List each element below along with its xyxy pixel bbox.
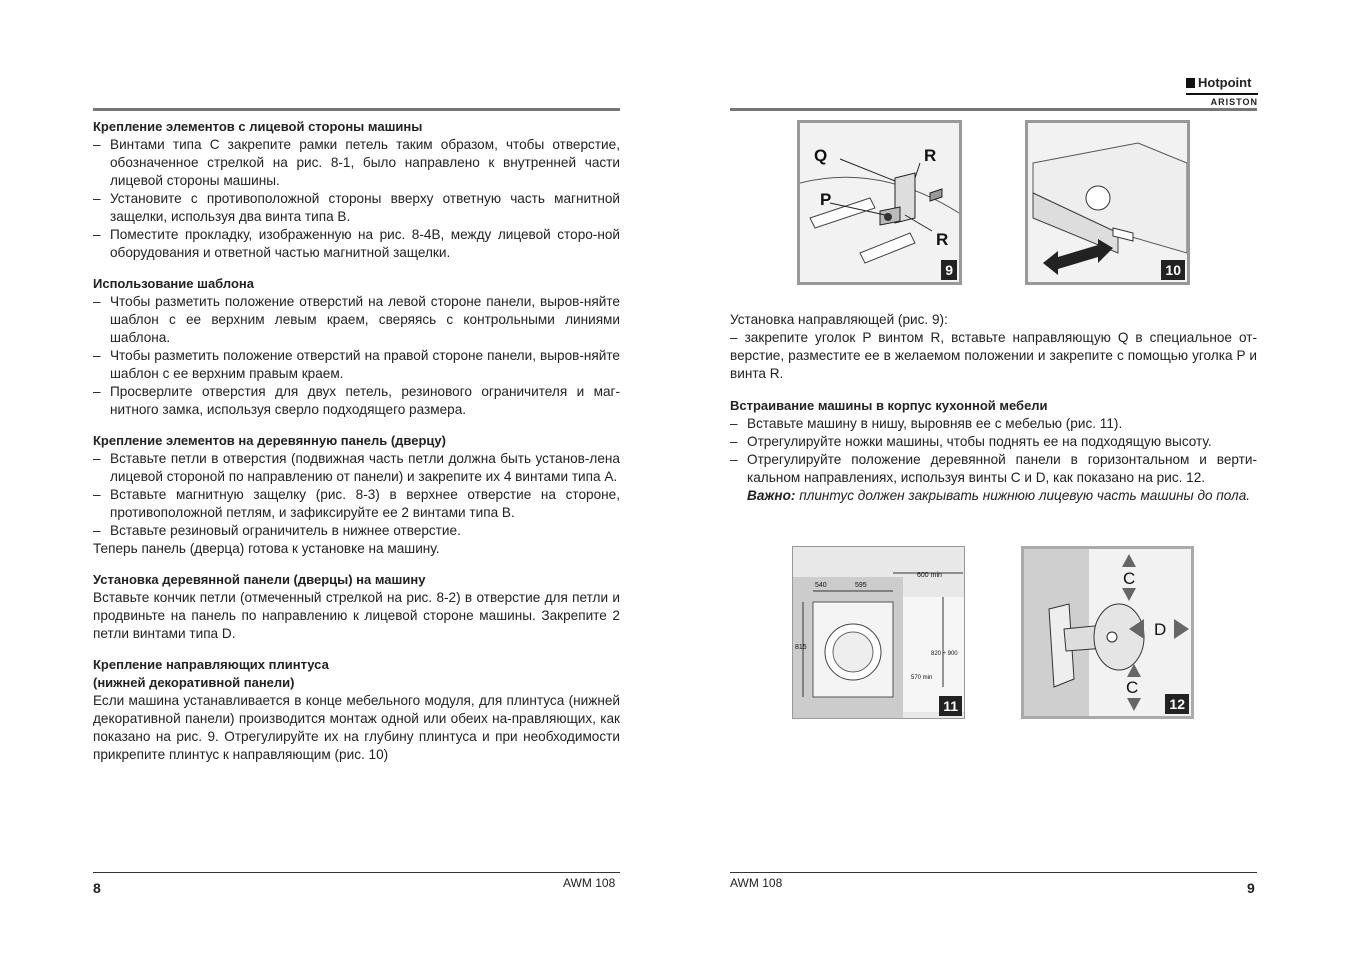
section-heading-line2: (нижней декоративной панели) bbox=[93, 675, 295, 690]
left-bottom-rule bbox=[93, 872, 620, 873]
plinth-illustration bbox=[1028, 123, 1187, 282]
guide-bracket-illustration bbox=[800, 123, 959, 282]
list-item: – Вставьте машину в нишу, выровняв ее с мебелью (рис. 11). bbox=[730, 415, 1257, 433]
section-wood-panel bbox=[93, 432, 620, 558]
figure-9 bbox=[797, 120, 962, 285]
fig-label-q: Q bbox=[814, 146, 828, 165]
right-top-rule bbox=[730, 108, 1257, 111]
dim-570min: 570 min bbox=[911, 675, 933, 681]
dim-820-900: 820 ÷ 900 bbox=[931, 651, 958, 657]
left-top-rule bbox=[93, 108, 620, 111]
niche-illustration bbox=[793, 547, 964, 718]
section-front-mount bbox=[93, 118, 620, 262]
section-template bbox=[93, 275, 620, 419]
list-item: – Установите с противоположной стороны вверху ответную часть магнитной защелки, используя два винта типа B. bbox=[93, 190, 620, 226]
brand-name: Hotpoint bbox=[1198, 75, 1252, 90]
figure-number: 12 bbox=[1165, 694, 1189, 714]
fig-label-c-top: C bbox=[1123, 569, 1136, 588]
important-label: Важно: bbox=[747, 488, 796, 503]
guide-title: Установка направляющей (рис. 9): bbox=[730, 312, 948, 327]
list-item: – Поместите прокладку, изображенную на рис. 8-4B, между лицевой сторо-ной оборудования и ответной частью магнитной защелки. bbox=[93, 226, 620, 262]
list-item: – Отрегулируйте положение деревянной панели в горизонтальном и верти-кальном направлениях, используя винты C и D, как показано на рис. 12. bbox=[730, 451, 1257, 487]
model-name: AWM 108 bbox=[563, 876, 616, 890]
fig-label-c-bottom: C bbox=[1126, 678, 1139, 697]
section-door-install bbox=[93, 571, 620, 643]
dim-540: 540 bbox=[815, 582, 827, 589]
section-heading: Установка деревянной панели (дверцы) на машину bbox=[93, 572, 426, 587]
list-item: – Вставьте петли в отверстия (подвижная часть петли должна быть установ-лена лицевой стороной по направлению от панели) и закрепите их 4 винтами типа A. bbox=[93, 450, 620, 486]
left-column bbox=[93, 118, 620, 764]
fig-label-r: R bbox=[924, 146, 937, 165]
paragraph: Вставьте кончик петли (отмеченный стрелкой на рис. 8-2) в отверстие для петли и продвиньте на панель по направлению к лицевой стороне машины. Закрепите 2 петли винтами типа D. bbox=[93, 590, 620, 641]
figure-number: 10 bbox=[1161, 260, 1185, 280]
figure-number: 11 bbox=[939, 696, 962, 716]
section-heading: Крепление элементов с лицевой стороны машины bbox=[93, 119, 423, 134]
fig-label-d: D bbox=[1154, 620, 1167, 639]
list-item: – Просверлите отверстия для двух петель, резинового ограничителя и маг-нитного замка, используя сверло подходящего размера. bbox=[93, 383, 620, 419]
section-builtin bbox=[730, 397, 1257, 505]
dim-815: 815 bbox=[795, 644, 807, 651]
page-number: 9 bbox=[1247, 880, 1255, 896]
brand-sub: ARISTON bbox=[1186, 93, 1258, 107]
paragraph: Если машина устанавливается в конце мебельного модуля, для плинтуса (нижней декоративной панели) производится монтаж одной или обеих на-правляющих, как показано на рис. 9. Отрегулируйте их на глубину плинтуса и при необходимости прикрепите плинтус к направляющим (рис. 10) bbox=[93, 693, 620, 762]
dim-595: 595 bbox=[855, 582, 867, 589]
right-bottom-rule bbox=[730, 872, 1257, 873]
fig-label-p: P bbox=[820, 190, 832, 209]
list-item: – Вставьте резиновый ограничитель в нижнее отверстие. bbox=[93, 522, 620, 540]
guide-text: – закрепите уголок P винтом R, вставьте направляющую Q в специальное от-верстие, разместите ее в желаемом положении и закрепите с помощью уголка P и винта R. bbox=[730, 330, 1257, 381]
brand-logo bbox=[1186, 76, 1258, 107]
figure-11 bbox=[792, 546, 965, 719]
important-note bbox=[730, 487, 1257, 505]
figure-number: 9 bbox=[941, 260, 957, 280]
page-number: 8 bbox=[93, 880, 101, 896]
logo-mark-icon bbox=[1186, 78, 1195, 88]
section-heading: Использование шаблона bbox=[93, 276, 254, 291]
fig-label-r2: R bbox=[936, 230, 949, 249]
figure-10 bbox=[1025, 120, 1190, 285]
list-item: – Отрегулируйте ножки машины, чтобы поднять ее на подходящую высоту. bbox=[730, 433, 1257, 451]
section-plinth-guides bbox=[93, 656, 620, 764]
list-item: – Винтами типа C закрепите рамки петель таким образом, чтобы отверстие, обозначенное стрелкой на рис. 8-1, было направлено к внутренней части лицевой стороны машины. bbox=[93, 136, 620, 190]
section-heading: Крепление направляющих плинтуса bbox=[93, 657, 329, 672]
dim-600min: 600 min bbox=[917, 572, 942, 579]
hinge-adjust-illustration bbox=[1024, 549, 1191, 716]
figure-12 bbox=[1021, 546, 1194, 719]
list-item: – Чтобы разметить положение отверстий на правой стороне панели, выров-няйте шаблон с ее верхним правым краем. bbox=[93, 347, 620, 383]
list-item: – Чтобы разметить положение отверстий на левой стороне панели, выров-няйте шаблон с ее верхним левым краем, сверяясь с контрольными линиями шаблона. bbox=[93, 293, 620, 347]
model-name: AWM 108 bbox=[730, 876, 783, 890]
paragraph: Теперь панель (дверца) готова к установке на машину. bbox=[93, 541, 440, 556]
important-text: плинтус должен закрывать нижнюю лицевую часть машины до пола. bbox=[799, 488, 1251, 503]
section-heading: Встраивание машины в корпус кухонной мебели bbox=[730, 398, 1048, 413]
list-item: – Вставьте магнитную защелку (рис. 8-3) в верхнее отверстие на стороне, противоположной петлям, и зафиксируйте ее 2 винтами типа B. bbox=[93, 486, 620, 522]
right-column-guide bbox=[730, 311, 1257, 505]
section-heading: Крепление элементов на деревянную панель (дверцу) bbox=[93, 433, 446, 448]
